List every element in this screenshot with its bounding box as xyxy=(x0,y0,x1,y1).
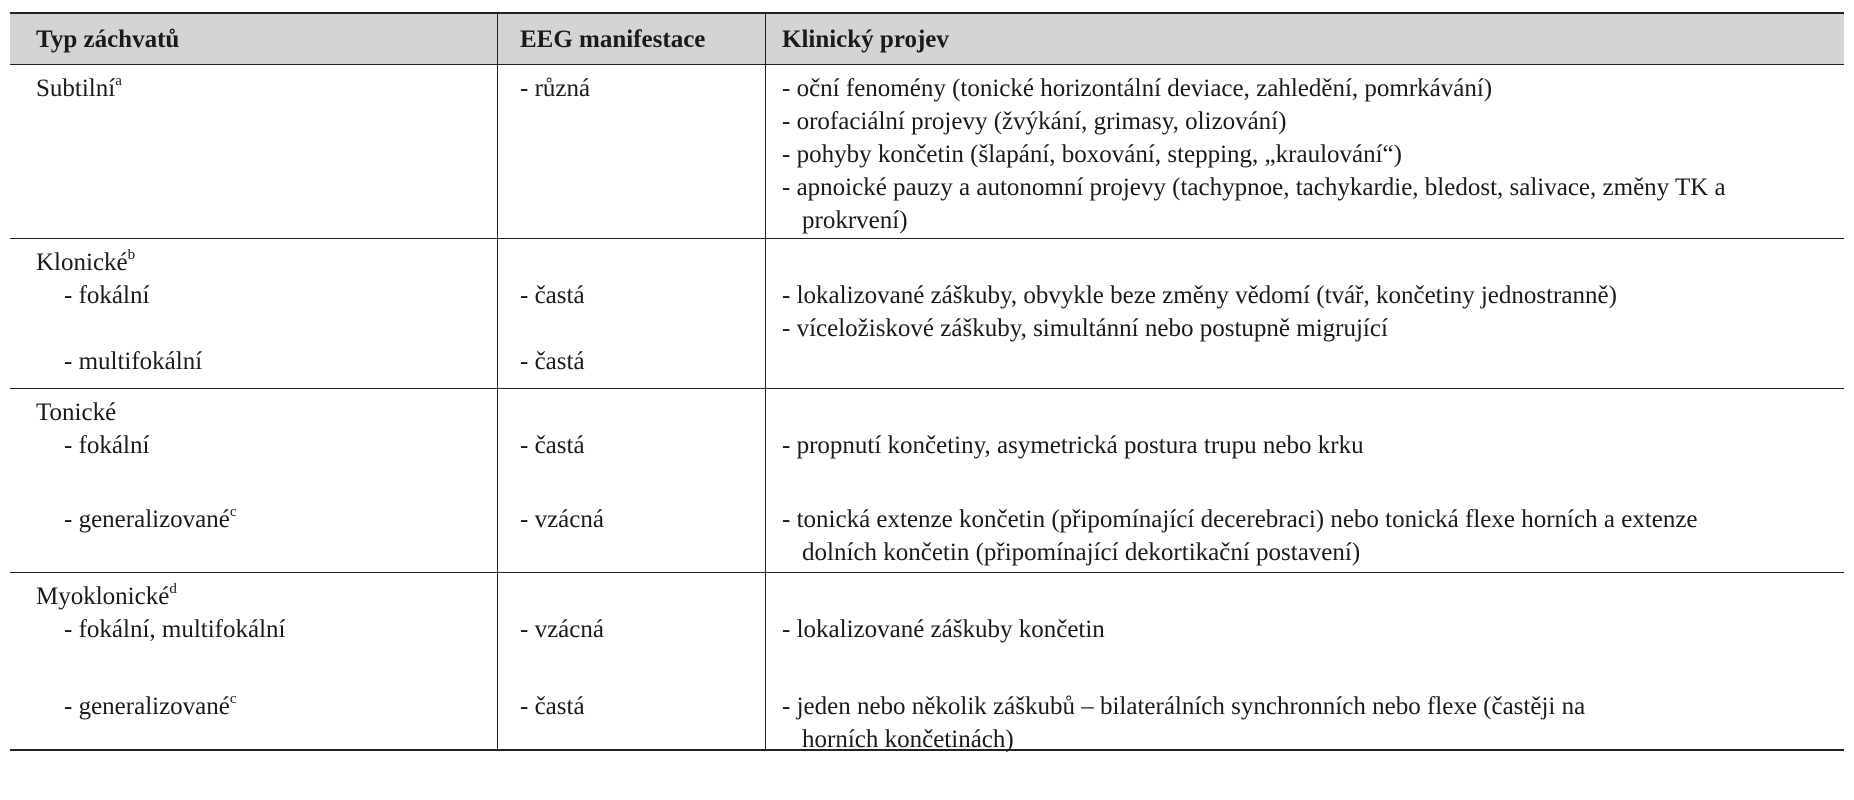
type-text: Myoklonické xyxy=(36,583,170,610)
clinical-item: - propnutí končetiny, asymetrická postura trupu nebo krku xyxy=(782,432,1364,459)
footnote-marker: c xyxy=(229,503,237,520)
eeg-value: - častá xyxy=(520,693,585,720)
clinical-item: - apnoické pauzy a autonomní projevy (tachypnoe, tachykardie, bledost, salivace, změny TK a prokrvení) xyxy=(782,174,1726,234)
clinical-item: - lokalizované záškuby, obvykle beze změny vědomí (tvář, končetiny jednostranně) xyxy=(782,282,1617,309)
eeg-value: - různá xyxy=(520,75,591,102)
clinical-cell xyxy=(766,239,1844,388)
clinical-item: - orofaciální projevy (žvýkání, grimasy, olizování) xyxy=(782,108,1287,135)
eeg-cell xyxy=(498,239,766,388)
table-row xyxy=(10,239,1844,389)
type-cell xyxy=(10,573,498,749)
clinical-item: - víceložiskové záškuby, simultánní nebo postupně migrující xyxy=(782,315,1388,342)
type-text: Tonické xyxy=(36,399,117,426)
eeg-value: - vzácná xyxy=(520,506,604,533)
eeg-value: - častá xyxy=(520,432,585,459)
table-row xyxy=(10,573,1844,753)
footnote-marker: c xyxy=(229,690,237,707)
eeg-value: - vzácná xyxy=(520,616,604,643)
clinical-item: - tonická extenze končetin (připomínající decerebraci) nebo tonická flexe horních a extenze dolních končetin (připomínající dekortikační postavení) xyxy=(782,506,1698,566)
header-type: Typ záchvatů xyxy=(10,14,498,64)
table-row xyxy=(10,389,1844,573)
footnote-marker: a xyxy=(115,72,122,89)
clinical-cell xyxy=(766,573,1844,753)
header-clinical: Klinický projev xyxy=(782,26,949,53)
subtype-label: - fokální, multifokální xyxy=(64,616,286,643)
type-label xyxy=(36,246,471,279)
footnote-marker: b xyxy=(127,246,136,263)
table-row xyxy=(10,65,1844,239)
type-cell xyxy=(10,239,498,388)
table-header-row xyxy=(10,14,1844,65)
header-eeg: EEG manifestace xyxy=(498,14,766,64)
subtype-label xyxy=(36,503,471,536)
eeg-value: - častá xyxy=(520,282,585,309)
type-cell xyxy=(10,65,498,238)
type-label xyxy=(36,580,471,613)
seizure-types-table xyxy=(10,12,1844,751)
subtype-label: - fokální xyxy=(64,432,150,459)
subtype-text: - generalizované xyxy=(64,693,230,720)
footnote-marker: d xyxy=(169,580,177,597)
clinical-item: - lokalizované záškuby končetin xyxy=(782,616,1105,643)
clinical-cell xyxy=(766,389,1844,572)
type-cell xyxy=(10,389,498,572)
type-text: Klonické xyxy=(36,249,128,276)
type-text: Subtilní xyxy=(36,75,116,102)
clinical-item: - jeden nebo několik záškubů – bilaterálních synchronních nebo flexe (častěji na horních končetinách) xyxy=(782,693,1586,753)
subtype-label: - multifokální xyxy=(64,348,203,375)
clinical-cell xyxy=(766,65,1844,238)
clinical-item: - oční fenomény (tonické horizontální deviace, zahledění, pomrkávání) xyxy=(782,75,1493,102)
subtype-text: - generalizované xyxy=(64,506,230,533)
subtype-label xyxy=(36,690,471,723)
type-label xyxy=(36,72,471,105)
eeg-value: - častá xyxy=(520,348,585,375)
clinical-item: - pohyby končetin (šlapání, boxování, stepping, „kraulování“) xyxy=(782,141,1402,168)
eeg-cell xyxy=(498,65,766,238)
eeg-cell xyxy=(498,573,766,749)
subtype-label: - fokální xyxy=(64,282,150,309)
eeg-cell xyxy=(498,389,766,572)
